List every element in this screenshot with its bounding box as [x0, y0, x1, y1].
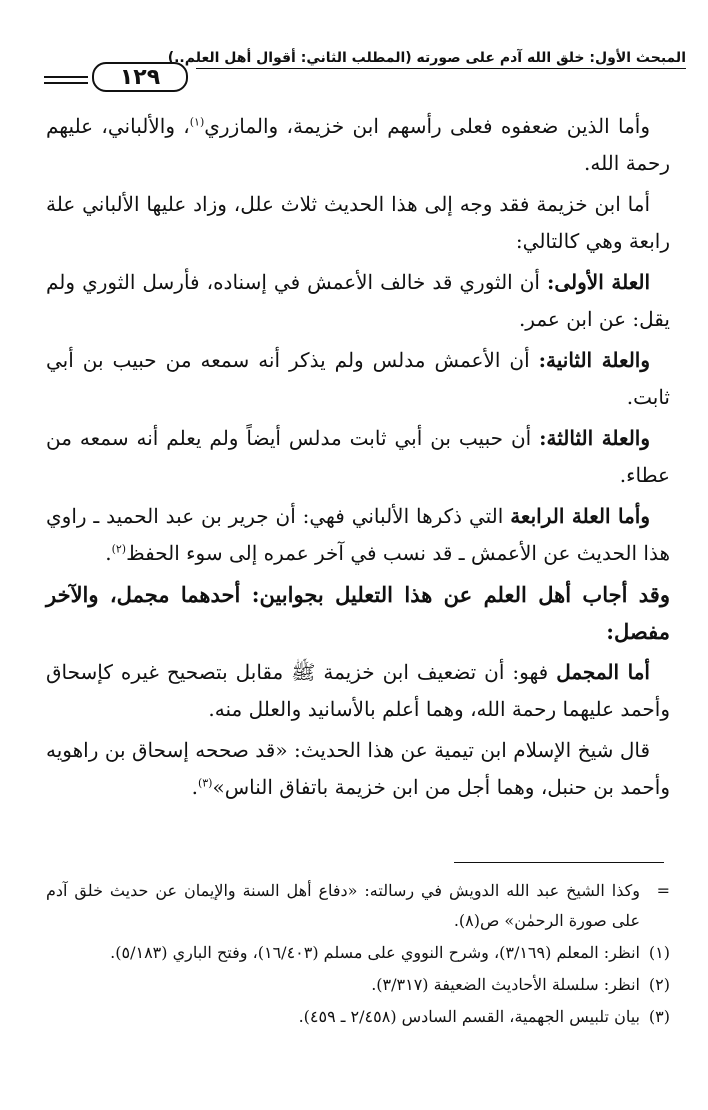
paragraph-text: أما ابن خزيمة فقد وجه إلى هذا الحديث ثلاث علل، وزاد عليها الألباني علة رابعة وهي كالتالي: — [46, 192, 670, 253]
header-double-rule — [44, 76, 88, 78]
heading-lead: وأما العلة الرابعة — [510, 504, 650, 528]
section-heading — [46, 576, 670, 650]
paragraph-text: التي ذكرها الألباني فهي: أن جرير بن عبد الحميد ـ راوي هذا الحديث عن الأعمش ـ قد نسب في آخر عمره إلى سوء الحفظ — [46, 504, 670, 565]
paragraph — [46, 186, 670, 260]
paragraph-text: قال شيخ الإسلام ابن تيمية عن هذا الحديث: «قد صححه إسحاق بن راهويه وأحمد بن حنبل، وهما أجل من ابن خزيمة باتفاق الناس» — [46, 738, 670, 799]
paragraph — [46, 342, 670, 416]
paragraph — [46, 732, 670, 806]
page-number: ١٢٩ — [92, 62, 188, 92]
paragraph-text: أن حبيب بن أبي ثابت مدلس أيضاً ولم يعلم أنه سمعه من عطاء. — [46, 426, 670, 487]
footnote-mark: (٣) — [648, 1007, 670, 1026]
main-text — [46, 108, 670, 810]
paragraph — [46, 654, 670, 728]
footnote-ref: (١) — [189, 115, 205, 129]
paragraph-text: . — [191, 775, 198, 799]
footnote-text: انظر: المعلم (٣/١٦٩)، وشرح النووي على مسلم (١٦/٤٠٣)، وفتح الباري (٥/١٨٣). — [110, 943, 640, 962]
footnote-mark: = — [656, 881, 670, 900]
paragraph-text: وقد أجاب أهل العلم عن هذا التعليل بجوابين: أحدهما مجمل، والآخر مفصل: — [46, 582, 670, 644]
paragraph-text: وأما الذين ضعفوه فعلى رأسهم ابن خزيمة، والمازري — [204, 114, 650, 138]
running-title: المبحث الأول: خلق الله آدم على صورته (المطلب الثاني: أقوال أهل العلم..) — [167, 50, 686, 66]
heading-lead: والعلة الثالثة: — [539, 426, 651, 450]
heading-lead: والعلة الثانية: — [538, 348, 650, 372]
footnote — [46, 938, 670, 968]
paragraph-text: . — [105, 541, 112, 565]
heading-lead: العلة الأولى: — [546, 270, 651, 294]
footnote-text: انظر: سلسلة الأحاديث الضعيفة (٣/٣١٧). — [371, 975, 640, 994]
heading-lead: أما المجمل — [556, 660, 650, 684]
footnote — [46, 876, 670, 936]
header-double-rule — [44, 82, 88, 84]
footnote-text: بيان تلبيس الجهمية، القسم السادس (٢/٤٥٨ ـ ٤٥٩). — [298, 1007, 640, 1026]
paragraph-text: ، والألباني، عليهم رحمة الله. — [46, 114, 670, 175]
footnotes — [46, 876, 670, 1034]
footnote-ref: (٢) — [111, 542, 127, 556]
footnote-text: وكذا الشيخ عبد الله الدويش في رسالته: «دفاع أهل السنة والإيمان عن حديث خلق آدم على صورة الرحمٰن» ص(٨). — [46, 881, 640, 930]
footnote — [46, 970, 670, 1000]
footnote-ref: (٣) — [197, 776, 213, 790]
header-rule — [196, 68, 686, 69]
paragraph-text: أن الأعمش مدلس ولم يذكر أنه سمعه من حبيب بن أبي ثابت. — [46, 348, 670, 409]
footnote-mark: (٢) — [648, 975, 670, 994]
footnote — [46, 1002, 670, 1032]
footnote-separator — [454, 862, 664, 863]
paragraph — [46, 498, 670, 572]
paragraph — [46, 420, 670, 494]
paragraph-text: أن الثوري قد خالف الأعمش في إسناده، فأرسل الثوري ولم يقل: عن ابن عمر. — [46, 270, 670, 331]
page-header — [44, 48, 686, 94]
footnote-mark: (١) — [648, 943, 670, 962]
paragraph — [46, 108, 670, 182]
paragraph-text: فهو: أن تضعيف ابن خزيمة ﷺ مقابل بتصحيح غيره كإسحاق وأحمد عليهما رحمة الله، وهما أعلم بالأسانيد والعلل منه. — [46, 660, 670, 721]
paragraph — [46, 264, 670, 338]
